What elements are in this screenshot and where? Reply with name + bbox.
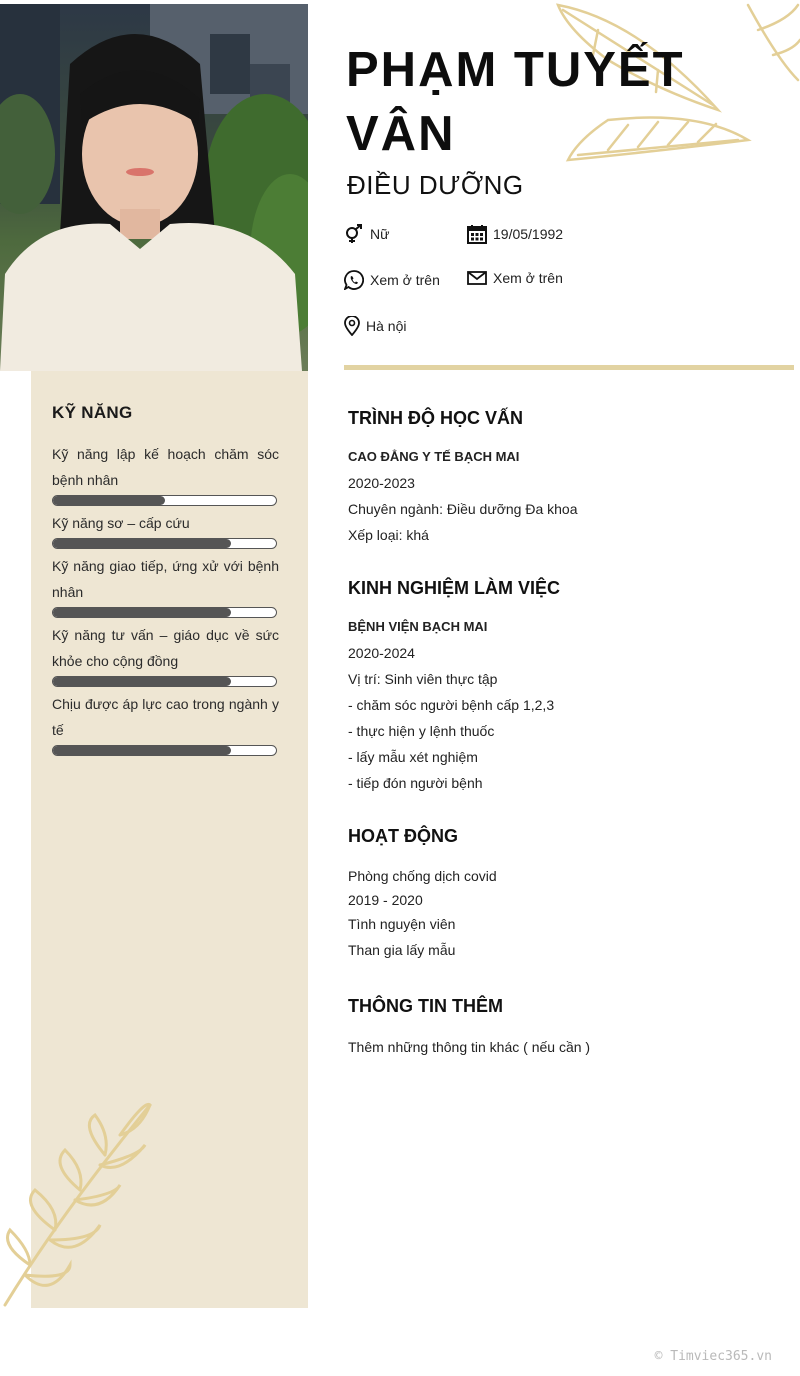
skill-label: Kỹ năng giao tiếp, ứng xử với bệnh nhân <box>52 558 279 600</box>
skill-level-bar <box>52 495 277 506</box>
additional-text: Thêm những thông tin khác ( nếu cần ) <box>348 1039 591 1055</box>
skill-level-fill <box>53 746 231 755</box>
skill-level-fill <box>53 608 231 617</box>
activity-role: Tình nguyện viên <box>348 916 456 932</box>
skill-level-fill <box>53 677 231 686</box>
calendar-icon <box>467 224 487 244</box>
gender-icon <box>344 224 364 244</box>
skill-level-bar <box>52 745 277 756</box>
education-major: Chuyên ngành: Điều dưỡng Đa khoa <box>348 501 578 517</box>
address-info <box>344 316 406 336</box>
skill-label: Chịu được áp lực cao trong ngành y tế <box>52 696 279 738</box>
profile-photo <box>0 4 308 371</box>
experience-section <box>348 614 778 796</box>
activity-name: Phòng chống dịch covid <box>348 868 497 884</box>
experience-duty: - lấy mẫu xét nghiệm <box>348 749 478 765</box>
experience-period: 2020-2024 <box>348 645 415 661</box>
skill-item <box>52 691 279 756</box>
experience-position: Vị trí: Sinh viên thực tập <box>348 671 498 687</box>
additional-section <box>348 1034 778 1060</box>
birthdate-info <box>467 224 563 244</box>
skill-level-bar <box>52 607 277 618</box>
activity-period: 2019 - 2020 <box>348 892 423 908</box>
candidate-role: ĐIỀU DƯỠNG <box>347 170 524 200</box>
birthdate-value: 19/05/1992 <box>493 226 564 242</box>
map-pin-icon <box>344 316 360 336</box>
phone-value: Xem ở trên <box>370 272 440 288</box>
experience-duty: - tiếp đón người bệnh <box>348 775 483 791</box>
email-info <box>467 268 563 288</box>
email-value: Xem ở trên <box>493 270 563 286</box>
skill-label: Kỹ năng sơ – cấp cứu <box>52 515 190 531</box>
education-section <box>348 444 778 548</box>
skill-level-bar <box>52 538 277 549</box>
candidate-name: PHẠM TUYẾT VÂN <box>346 43 685 161</box>
portrait-illustration <box>0 4 308 371</box>
skill-label: Kỹ năng tư vấn – giáo dục về sức khỏe cho cộng đồng <box>52 627 279 669</box>
address-value: Hà nội <box>366 318 407 334</box>
leaf-decoration-icon <box>0 1095 160 1310</box>
skill-item <box>52 510 279 549</box>
experience-duty: - thực hiện y lệnh thuốc <box>348 723 495 739</box>
skills-heading: KỸ NĂNG <box>52 403 133 422</box>
skill-item <box>52 622 279 687</box>
gender-value: Nữ <box>370 226 390 242</box>
activities-heading: HOẠT ĐỘNG <box>348 826 458 846</box>
skill-item <box>52 441 279 506</box>
activity-detail: Than gia lấy mẫu <box>348 942 456 958</box>
additional-heading: THÔNG TIN THÊM <box>348 996 503 1016</box>
education-period: 2020-2023 <box>348 475 415 491</box>
company-name: BỆNH VIỆN BẠCH MAI <box>348 619 488 634</box>
skill-label: Kỹ năng lập kế hoạch chăm sóc bệnh nhân <box>52 446 279 488</box>
mail-icon <box>467 268 487 288</box>
whatsapp-icon <box>344 270 364 290</box>
gender-info <box>344 224 389 244</box>
school-name: CAO ĐẲNG Y TẾ BẠCH MAI <box>348 449 520 464</box>
phone-info <box>344 270 440 290</box>
activities-section <box>348 863 778 963</box>
experience-duty: - chăm sóc người bệnh cấp 1,2,3 <box>348 697 555 713</box>
education-grade: Xếp loại: khá <box>348 527 429 543</box>
education-heading: TRÌNH ĐỘ HỌC VẤN <box>348 408 523 428</box>
skill-item <box>52 553 279 618</box>
header-divider <box>344 365 794 370</box>
skill-level-fill <box>53 539 231 548</box>
watermark: © Timviec365.vn <box>654 1349 772 1364</box>
skill-level-bar <box>52 676 277 687</box>
experience-heading: KINH NGHIỆM LÀM VIỆC <box>348 578 561 598</box>
skill-level-fill <box>53 496 165 505</box>
